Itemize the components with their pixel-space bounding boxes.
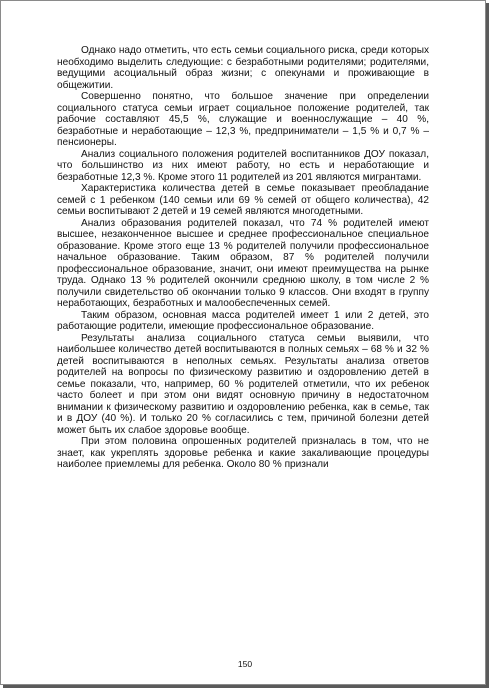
paragraph: Анализ образования родителей показал, что 74 % родителей имеют высшее, незаконченное высшее и среднее профессиональное специальное образование. Кроме этого еще 13 % родителей получили профессиональное начальное образование. Таким образом, 87 % родителей получили профессиональное образование, значит, они имеют преимущества на рынке труда. Однако 13 % родителей окончили среднюю школу, в том числе 2 % получили свидетельство об окончании только 9 классов. Они входят в группу неработающих, безработных и малообеспеченных семей.: [57, 217, 429, 309]
paragraph: Однако надо отметить, что есть семьи социального риска, среди которых необходимо выделить следующие: с безработными родителями; родителями, ведущими асоциальный образ жизни; с опекунами и проживающие в общежитии.: [57, 45, 429, 91]
paragraph: Характеристика количества детей в семье показывает преобладание семей с 1 ребенком (140 семьи или 69 % семей от общего количества), 42 семьи воспитывают 2 детей и 19 семей являются многодетными.: [57, 183, 429, 217]
paragraph: Совершенно понятно, что большое значение при определении социального статуса семьи играет социальное положение родителей, так рабочие составляют 45,5 %, служащие и военнослужащие – 40 %, безработные и неработающие – 12,3 %, предприниматели – 1,5 % и 0,7 % –пенсионеры.: [57, 91, 429, 148]
paragraph: При этом половина опрошенных родителей призналась в том, что не знает, как укреплять здоровье ребенка и какие закаливающие процедуры наиболее приемлемы для ребенка. Около 80 % признали: [57, 436, 429, 470]
page-number: 150: [237, 659, 253, 669]
page-body-text: [57, 45, 429, 471]
paragraph: Анализ социального положения родителей воспитанников ДОУ показал, что большинство из них имеют работу, но есть и неработающие и безработные 12,3 %. Кроме этого 11 родителей из 201 являются мигрантами.: [57, 148, 429, 183]
paragraph: Результаты анализа социального статуса семьи выявили, что наибольшее количество детей воспитываются в полных семьях – 68 % и 32 % детей воспитываются в неполных семьях. Результаты анализа ответов родителей на вопросы по физическому развитию и оздоровлению детей в семье показали, что, например, 60 % родителей отметили, что их ребенок часто болеет и при этом они видят основную причину в недостаточном внимании к физическому развитию и оздоровлению ребенка, как в семье, так и в ДОУ (40 %). И только 20 % согласились с тем, причиной болезни детей может быть их слабое здоровье вообще.: [57, 332, 429, 436]
paragraph: Таким образом, основная масса родителей имеет 1 или 2 детей, это работающие родители, имеющие профессиональное образование.: [57, 309, 429, 332]
